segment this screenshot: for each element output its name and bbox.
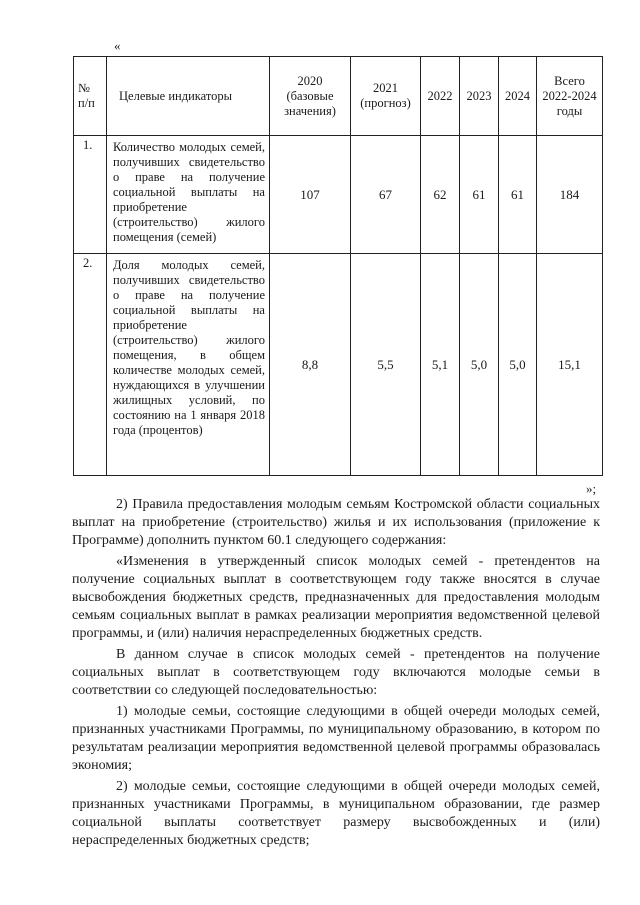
header-2023: 2023 bbox=[460, 57, 499, 136]
value-2021: 5,5 bbox=[351, 254, 421, 476]
header-2021: 2021 (прогноз) bbox=[351, 57, 421, 136]
row-number: 2. bbox=[74, 254, 107, 476]
value-total: 15,1 bbox=[537, 254, 603, 476]
header-2020: 2020 (базовые значения) bbox=[270, 57, 351, 136]
value-2024: 5,0 bbox=[499, 254, 537, 476]
header-2022: 2022 bbox=[421, 57, 460, 136]
paragraph-item-2: 2) молодые семьи, состоящие следующими в общей очереди молодых семей, признанных участниками Программы, в муниципальном образовании, где размер социальной выплаты соответствует размеру высвобожденных и (или) нераспределенных бюджетных средств; bbox=[72, 779, 600, 848]
indicator-description: Доля молодых семей, получивших свидетельство о праве на получение социальной выплаты на приобретение (строительство) жилого помещения, в общем количестве молодых семей, нуждающихся в улучшении жилищных условий, по состоянию на 1 января 2018 года (процентов) bbox=[107, 254, 270, 476]
value-2023: 61 bbox=[460, 136, 499, 254]
header-2024: 2024 bbox=[499, 57, 537, 136]
paragraph-rules-amendment: 2) Правила предоставления молодым семьям Костромской области социальных выплат на приобретение (строительство) жилья и их использования (приложение к Программе) дополнить пунктом 60.1 следующего содержания: bbox=[72, 497, 600, 548]
table-header-row bbox=[74, 57, 603, 136]
value-2023: 5,0 bbox=[460, 254, 499, 476]
document-body bbox=[72, 496, 600, 853]
paragraph-order-intro: В данном случае в список молодых семей - претендентов на получение социальных выплат в соответствующем году включаются молодые семьи в соответствии со следующей последовательностью: bbox=[72, 647, 600, 698]
closing-quote-mark: »; bbox=[586, 481, 597, 496]
paragraph-list-changes: «Изменения в утвержденный список молодых семей - претендентов на получение социальных выплат в соответствующем году также вносятся в случае высвобождения бюджетных средств, предназначенных для предоставления молодым семьям социальных выплат в рамках реализации мероприятия ведомственной целевой программы, и (или) наличия нераспределенных бюджетных средств. bbox=[72, 554, 600, 641]
value-2021: 67 bbox=[351, 136, 421, 254]
header-total: Всего 2022-2024 годы bbox=[537, 57, 603, 136]
value-2024: 61 bbox=[499, 136, 537, 254]
row-number: 1. bbox=[74, 136, 107, 254]
value-2020: 8,8 bbox=[270, 254, 351, 476]
opening-quote-mark: « bbox=[114, 38, 121, 53]
value-2022: 5,1 bbox=[421, 254, 460, 476]
indicator-description: Количество молодых семей, получивших свидетельство о праве на получение социальной выплаты на приобретение (строительство) жилого помещения (семей) bbox=[107, 136, 270, 254]
value-2022: 62 bbox=[421, 136, 460, 254]
table-row bbox=[74, 254, 603, 476]
table-row bbox=[74, 136, 603, 254]
target-indicators-table bbox=[73, 56, 603, 476]
header-number: № п/п bbox=[74, 57, 107, 136]
value-2020: 107 bbox=[270, 136, 351, 254]
paragraph-item-1: 1) молодые семьи, состоящие следующими в общей очереди молодых семей, признанных участниками Программы, по муниципальному образованию, в котором по результатам реализации мероприятия ведомственной целевой программы образовалась экономия; bbox=[72, 704, 600, 773]
value-total: 184 bbox=[537, 136, 603, 254]
header-indicators: Целевые индикаторы bbox=[107, 57, 270, 136]
